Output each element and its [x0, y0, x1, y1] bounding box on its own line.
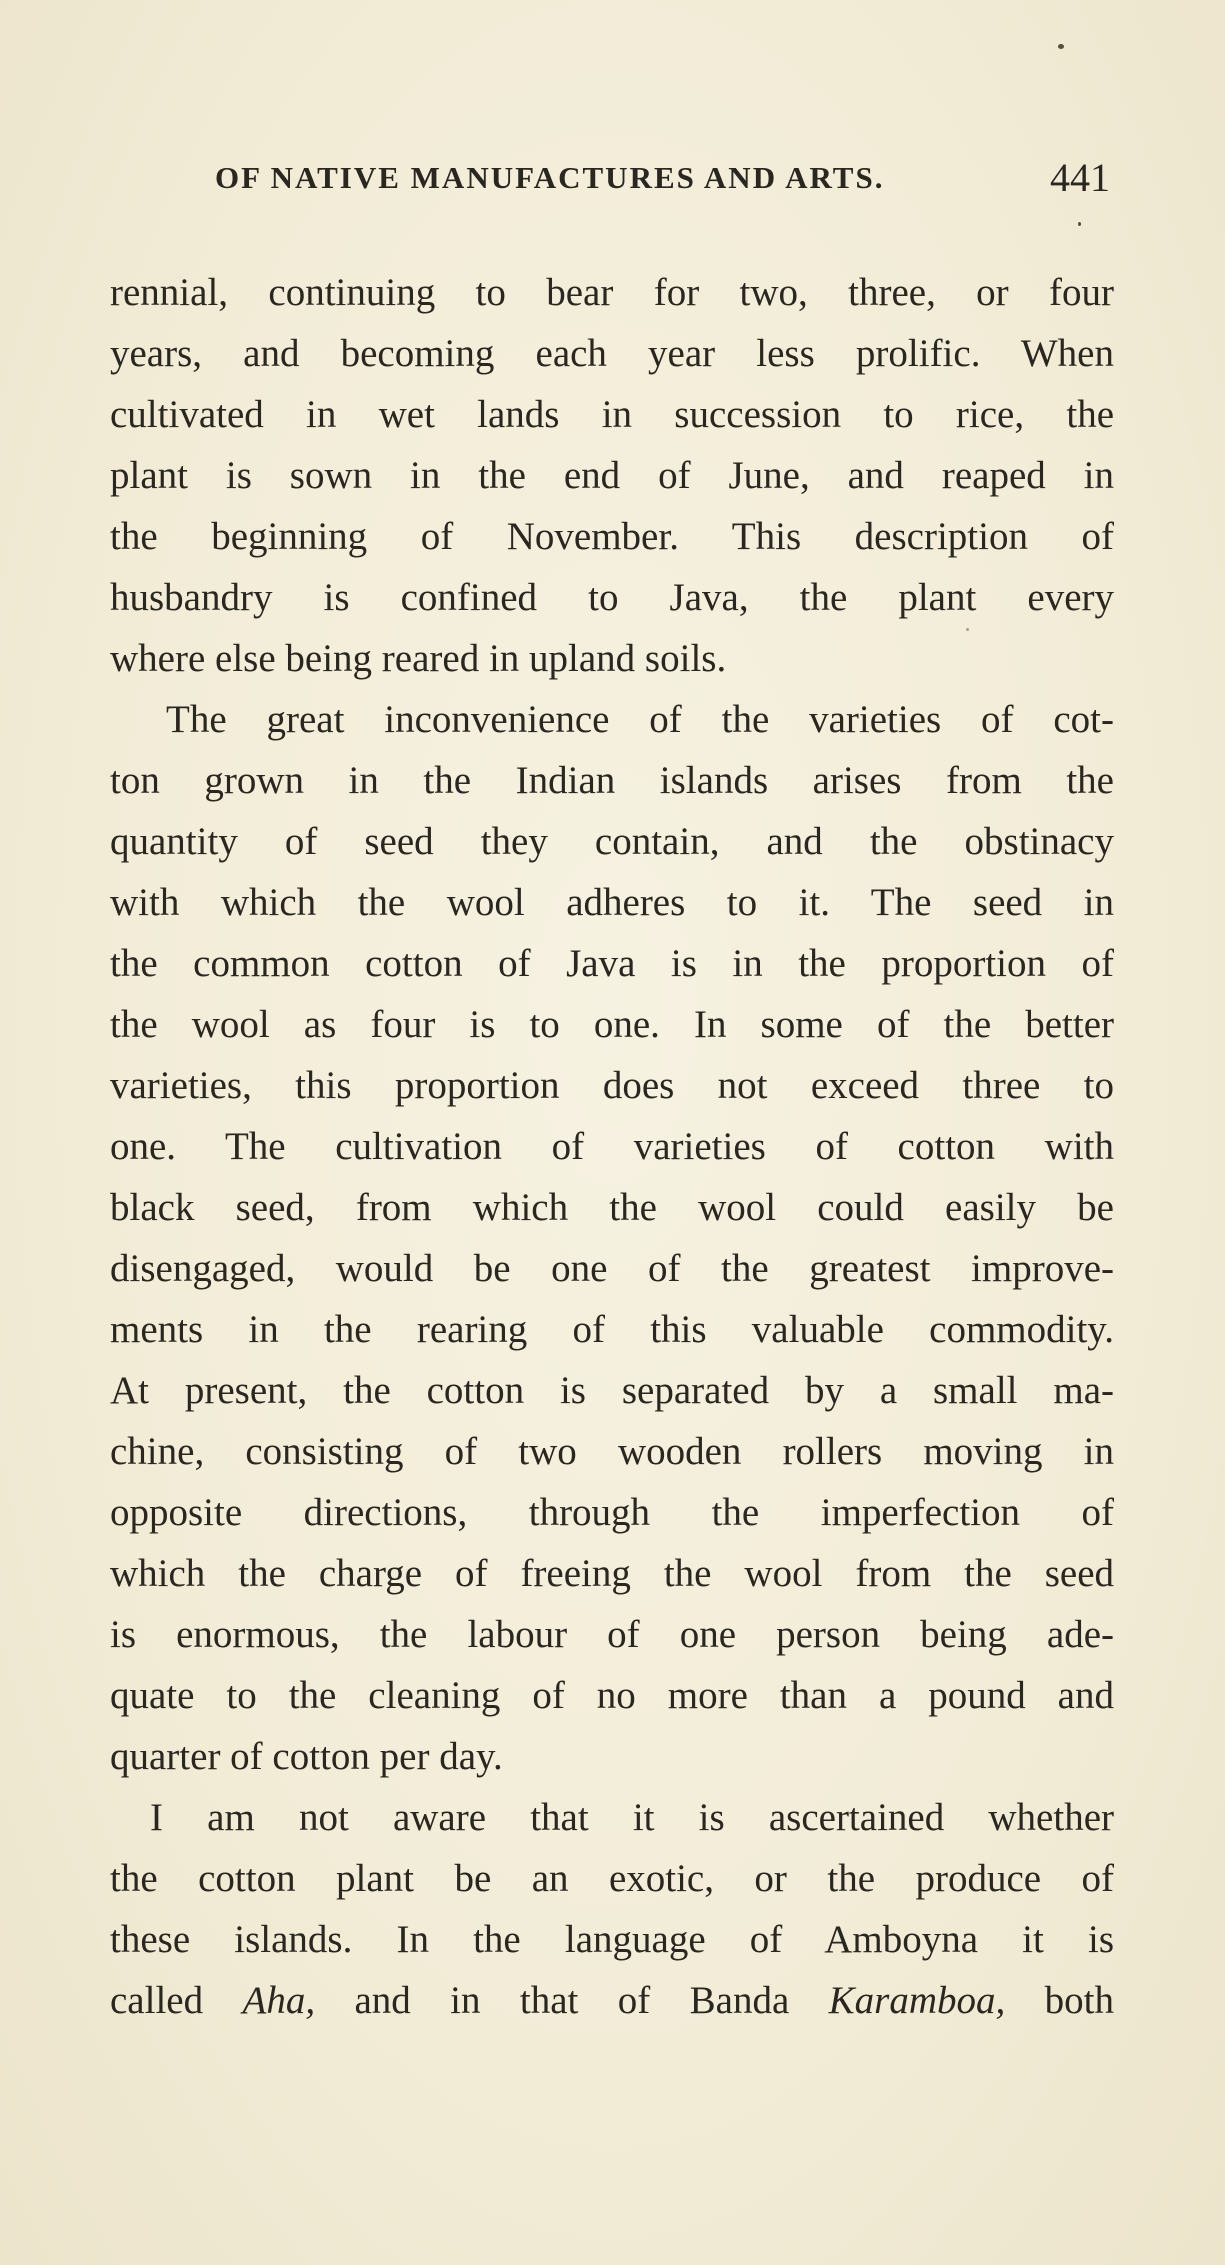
text-line: disengaged, would be one of the greatest improve- — [110, 1247, 1114, 1290]
text-line: husbandry is confined to Java, the plant every — [110, 576, 1114, 619]
text-line: black seed, from which the wool could easily be — [110, 1186, 1114, 1229]
paper-speck — [1078, 222, 1081, 226]
running-head: OF NATIVE MANUFACTURES AND ARTS. — [215, 160, 885, 195]
paragraph-start-line: The great inconvenience of the varieties of cot- — [166, 698, 1114, 741]
text-line-final — [110, 1970, 1114, 2031]
body-text — [110, 262, 1114, 2031]
text-line: the cotton plant be an exotic, or the produce of — [110, 1857, 1114, 1900]
text-line: ton grown in the Indian islands arises from the — [110, 759, 1114, 802]
text-line: the beginning of November. This description of — [110, 515, 1114, 558]
text-line: years, and becoming each year less prolific. When — [110, 332, 1114, 375]
text-line: cultivated in wet lands in succession to rice, the — [110, 393, 1114, 436]
text-line: chine, consisting of two wooden rollers moving in — [110, 1430, 1114, 1473]
text-fragment: both — [1005, 1979, 1115, 2022]
paragraph-start-line: I am not aware that it is ascertained whether — [150, 1796, 1114, 1839]
text-line: the wool as four is to one. In some of the better — [110, 1003, 1114, 1046]
text-line: is enormous, the labour of one person being ade- — [110, 1613, 1114, 1656]
text-line: ments in the rearing of this valuable commodity. — [110, 1308, 1114, 1351]
text-line: with which the wool adheres to it. The seed in — [110, 881, 1114, 924]
text-line: varieties, this proportion does not exceed three to — [110, 1064, 1114, 1107]
text-line: At present, the cotton is separated by a small ma- — [110, 1369, 1114, 1412]
text-fragment: called — [110, 1979, 243, 2022]
page-header — [110, 155, 1110, 210]
text-line: the common cotton of Java is in the proportion of — [110, 942, 1114, 985]
italic-name: Aha, — [242, 1979, 316, 2022]
text-line: rennial, continuing to bear for two, three, or four — [110, 271, 1114, 314]
text-line: opposite directions, through the imperfection of — [110, 1491, 1114, 1534]
text-line: quate to the cleaning of no more than a pound and — [110, 1674, 1114, 1717]
italic-name: Karamboa, — [828, 1979, 1006, 2022]
text-line: quantity of seed they contain, and the obstinacy — [110, 820, 1114, 863]
page-number: 441 — [1050, 155, 1110, 200]
text-line: where else being reared in upland soils. — [110, 637, 727, 680]
text-line: which the charge of freeing the wool from the seed — [110, 1552, 1114, 1595]
text-fragment: and in that of Banda — [315, 1979, 829, 2022]
paper-speck — [1058, 44, 1064, 49]
text-line: one. The cultivation of varieties of cotton with — [110, 1125, 1114, 1168]
text-line: quarter of cotton per day. — [110, 1735, 503, 1778]
text-line: plant is sown in the end of June, and reaped in — [110, 454, 1114, 497]
text-line: these islands. In the language of Amboyna it is — [110, 1918, 1114, 1961]
paper-speck — [966, 628, 969, 631]
